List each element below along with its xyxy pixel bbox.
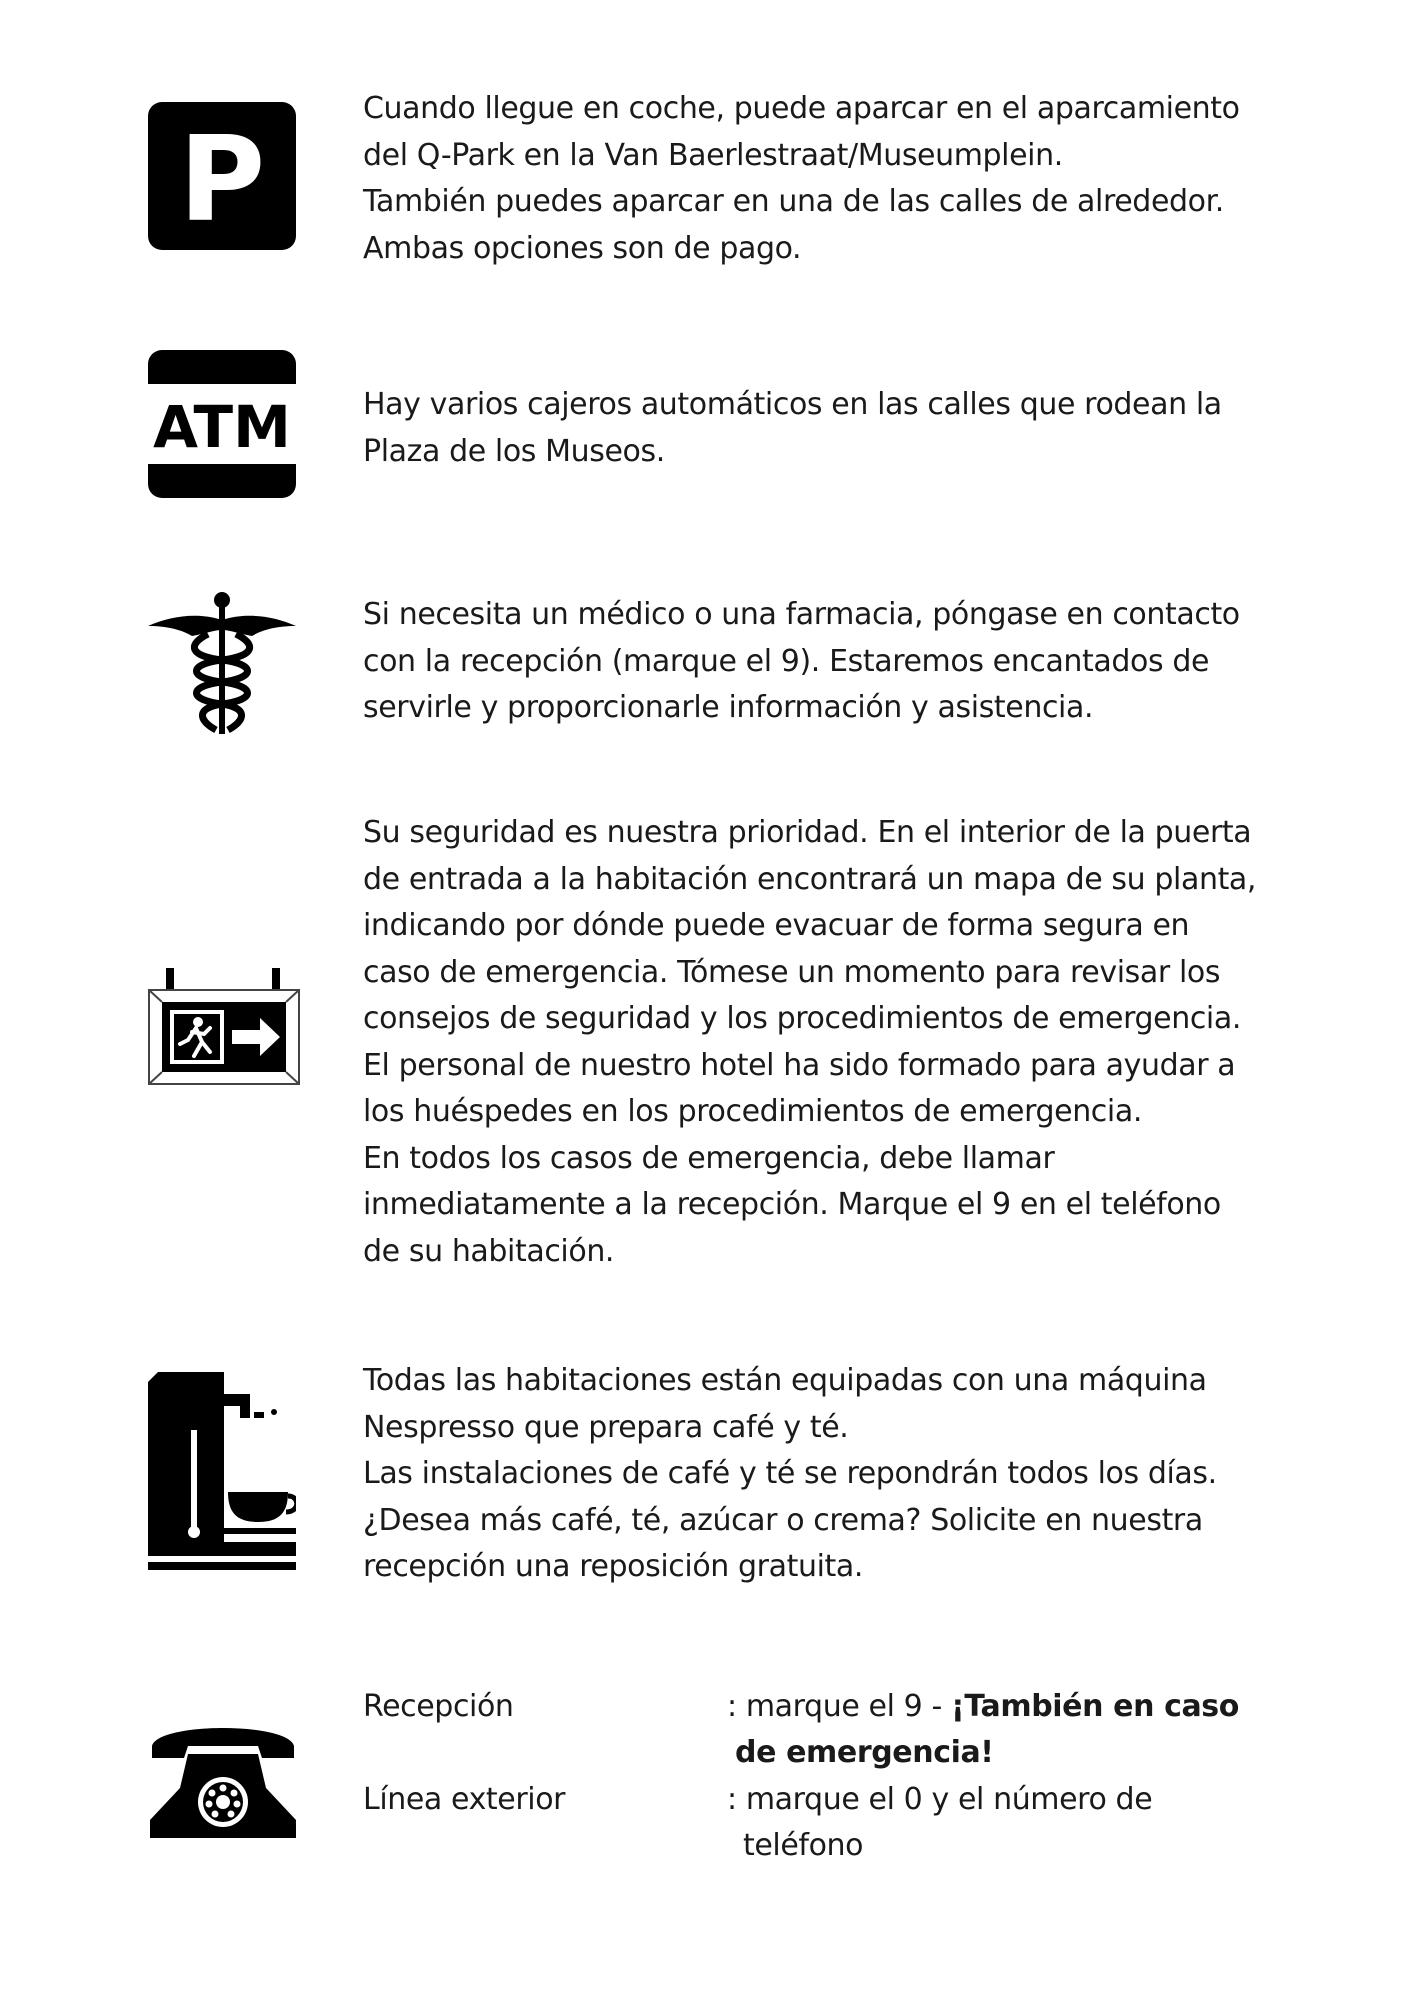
telephone-icon: [148, 1716, 298, 1846]
parking-line: del Q-Park en la Van Baerlestraat/Museumplein.: [363, 137, 1063, 173]
safety-line: inmediatamente a la recepción. Marque el 9 en el teléfono: [363, 1187, 1221, 1222]
atm-line: Plaza de los Museos.: [363, 433, 665, 469]
safety-line: de entrada a la habitación encontrará un mapa de su planta,: [363, 861, 1257, 897]
outside-line-value: : marque el 0 y el número de: [727, 1782, 1153, 1817]
safety-line: consejos de seguridad y los procedimientos de emergencia.: [363, 1001, 1241, 1036]
outside-line-value-cont: teléfono: [743, 1828, 864, 1863]
reception-value-prefix: : marque el 9 -: [727, 1689, 952, 1724]
coffee-line: Las instalaciones de café y té se repondrán todos los días.: [363, 1456, 1217, 1491]
reception-emergency-note: ¡También en caso: [951, 1689, 1239, 1724]
atm-line: Hay varios cajeros automáticos en las calles que rodean la: [363, 387, 1222, 422]
safety-text: [363, 810, 1283, 1275]
medical-line: Si necesita un médico o una farmacia, póngase en contacto: [363, 597, 1240, 632]
coffee-line: ¿Desea más café, té, azúcar o crema? Solicite en nuestra: [363, 1502, 1203, 1538]
emergency-exit-icon: [148, 968, 300, 1090]
reception-value: [727, 1684, 1287, 1731]
reception-label: Recepción: [363, 1689, 514, 1724]
atm-icon: [148, 350, 296, 502]
safety-line: indicando por dónde puede evacuar de forma segura en: [363, 908, 1190, 943]
safety-line: los huéspedes en los procedimientos de emergencia.: [363, 1094, 1142, 1129]
medical-line: servirle y proporcionarle información y asistencia.: [363, 690, 1094, 725]
caduceus-icon: [148, 590, 296, 742]
safety-line: El personal de nuestro hotel ha sido formado para ayudar a: [363, 1047, 1236, 1083]
safety-line: caso de emergencia. Tómese un momento para revisar los: [363, 954, 1221, 990]
parking-icon: [148, 102, 296, 254]
parking-icon-letter: P: [178, 110, 266, 248]
coffee-text: [363, 1358, 1283, 1591]
parking-text: [363, 86, 1283, 272]
parking-line: Ambas opciones son de pago.: [363, 230, 802, 266]
atm-text: [363, 382, 1283, 475]
outside-line-label: Línea exterior: [363, 1782, 566, 1817]
medical-line: con la recepción (marque el 9). Estaremos encantados de: [363, 643, 1210, 679]
coffee-line: Todas las habitaciones están equipadas con una máquina: [363, 1363, 1207, 1398]
coffee-line: Nespresso que prepara café y té.: [363, 1409, 849, 1445]
safety-line: En todos los casos de emergencia, debe llamar: [363, 1140, 1055, 1176]
medical-text: [363, 592, 1283, 732]
coffee-line: recepción una reposición gratuita.: [363, 1549, 863, 1584]
reception-emergency-note-cont: de emergencia!: [735, 1735, 994, 1770]
parking-line: Cuando llegue en coche, puede aparcar en el aparcamiento: [363, 91, 1240, 126]
coffee-machine-icon: [148, 1372, 296, 1580]
reception-value-cont: [735, 1730, 1295, 1777]
parking-line: También puedes aparcar en una de las calles de alrededor.: [363, 184, 1224, 219]
safety-line: Su seguridad es nuestra prioridad. En el interior de la puerta: [363, 815, 1252, 850]
atm-icon-label: ATM: [153, 393, 291, 461]
safety-line: de su habitación.: [363, 1233, 615, 1269]
